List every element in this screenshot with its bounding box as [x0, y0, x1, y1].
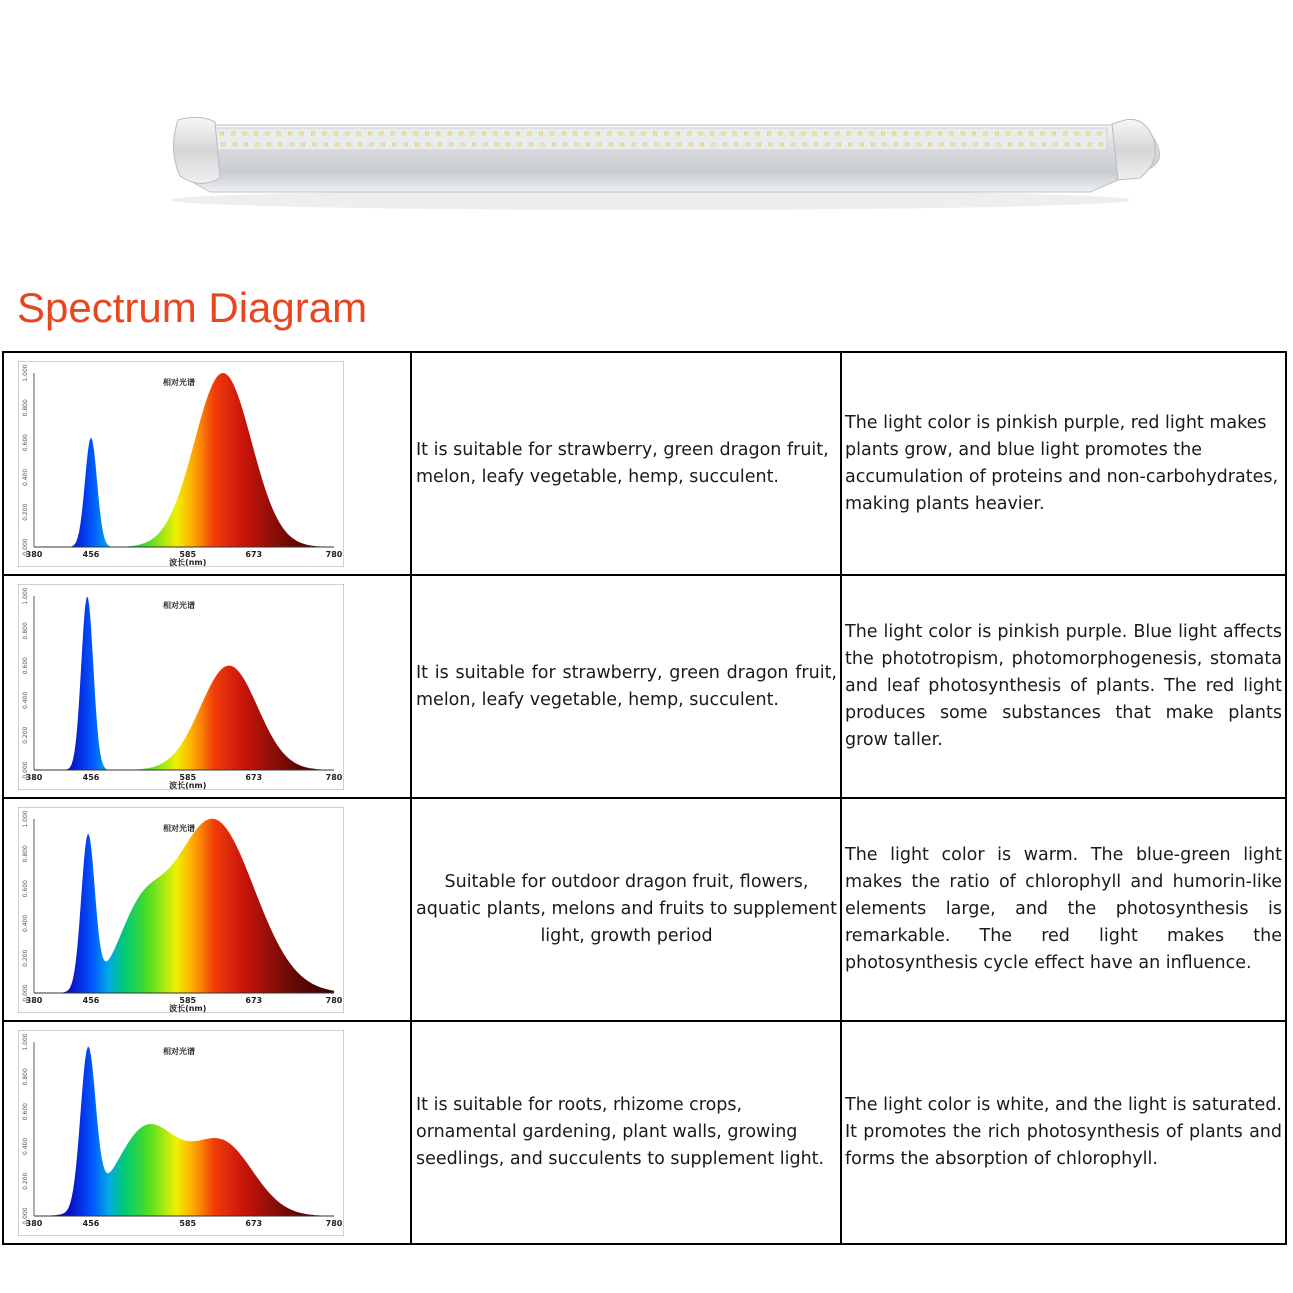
y-tick-label: 1.000 [22, 810, 29, 828]
x-tick-label: 380 [25, 773, 43, 782]
chart-title: 相对光谱 [163, 378, 195, 387]
crops-text: It is suitable for strawberry, green dragon fruit, melon, leafy vegetable, hemp, succulent. [416, 439, 829, 487]
description-text: The light color is pinkish purple, red light makes plants grow, and blue light promotes the accumulation of proteins and non-carbohydrates, making plants heavier. [845, 412, 1279, 514]
table-row [3, 798, 1286, 1021]
y-tick-label: 0.400 [22, 1137, 29, 1155]
y-tick-label: 0.400 [22, 914, 29, 932]
y-tick-label: 0.200 [22, 503, 29, 521]
y-tick-label: 0.000 [22, 1207, 29, 1225]
y-tick-label: 1.000 [22, 587, 29, 605]
x-tick-label: 380 [25, 550, 43, 559]
table-row [3, 575, 1286, 798]
y-tick-label: 0.400 [22, 468, 29, 486]
crops-cell [411, 798, 841, 1021]
y-tick-label: 0.800 [22, 399, 29, 417]
spectrum-cell [3, 1021, 411, 1244]
spectrum-cell [3, 352, 411, 575]
x-tick-label: 780 [325, 996, 343, 1005]
x-tick-label: 673 [245, 996, 263, 1005]
y-tick-label: 1.000 [22, 364, 29, 382]
crops-cell [411, 1021, 841, 1244]
y-tick-label: 0.600 [22, 1103, 29, 1121]
x-tick-label: 780 [325, 1219, 343, 1228]
table-row [3, 352, 1286, 575]
x-tick-label: 673 [245, 773, 263, 782]
description-cell [841, 798, 1286, 1021]
y-tick-label: 0.400 [22, 691, 29, 709]
x-tick-label: 780 [325, 550, 343, 559]
x-tick-label: 585 [179, 550, 197, 559]
y-tick-label: 0.200 [22, 949, 29, 967]
y-tick-label: 0.600 [22, 434, 29, 452]
y-tick-label: 0.200 [22, 1172, 29, 1190]
chart-title: 相对光谱 [163, 601, 195, 610]
chart-title: 相对光谱 [163, 824, 195, 833]
crops-text: It is suitable for roots, rhizome crops, ornamental gardening, plant walls, growing seedlings, and succulents to supplement light. [416, 1095, 825, 1169]
description-cell [841, 352, 1286, 575]
spectrum-chart [18, 361, 344, 567]
crops-cell [411, 575, 841, 798]
spectrum-chart [18, 807, 344, 1013]
spectrum-chart [18, 1030, 344, 1236]
y-tick-label: 0.000 [22, 761, 29, 779]
x-axis-label: 波长(nm) [169, 1004, 207, 1013]
y-tick-label: 0.800 [22, 1068, 29, 1086]
y-tick-label: 0.200 [22, 726, 29, 744]
section-title: Spectrum Diagram [17, 284, 368, 331]
x-tick-label: 585 [179, 1219, 197, 1228]
x-tick-label: 380 [25, 1219, 43, 1228]
spectrum-table [2, 351, 1287, 1245]
x-tick-label: 456 [82, 1219, 100, 1228]
description-cell [841, 575, 1286, 798]
y-tick-label: 0.000 [22, 984, 29, 1002]
description-text: The light color is white, and the light is saturated. It promotes the rich photosynthesis of plants and forms the absorption of chlorophyll. [845, 1095, 1282, 1169]
crops-text: It is suitable for strawberry, green dragon fruit, melon, leafy vegetable, hemp, succulent. [416, 662, 837, 710]
y-tick-label: 0.000 [22, 538, 29, 556]
y-tick-label: 0.800 [22, 845, 29, 863]
x-tick-label: 380 [25, 996, 43, 1005]
crops-cell [411, 352, 841, 575]
description-text: The light color is pinkish purple. Blue light affects the phototropism, photomorphogenesis, stomata and leaf photosynthesis of plants. The red light produces some substances that make plants grow taller. [845, 622, 1282, 750]
table-row [3, 1021, 1286, 1244]
led-tube-image [140, 100, 1160, 220]
x-tick-label: 456 [82, 773, 100, 782]
y-tick-label: 0.600 [22, 880, 29, 898]
description-cell [841, 1021, 1286, 1244]
x-axis-label: 波长(nm) [169, 781, 207, 790]
spectrum-cell [3, 575, 411, 798]
y-tick-label: 0.800 [22, 622, 29, 640]
x-tick-label: 780 [325, 773, 343, 782]
x-axis-label: 波长(nm) [169, 558, 207, 567]
x-tick-label: 456 [82, 550, 100, 559]
x-tick-label: 456 [82, 996, 100, 1005]
spectrum-cell [3, 798, 411, 1021]
x-tick-label: 673 [245, 550, 263, 559]
chart-title: 相对光谱 [163, 1047, 195, 1056]
x-tick-label: 673 [245, 1219, 263, 1228]
x-tick-label: 585 [179, 996, 197, 1005]
spectrum-chart [18, 584, 344, 790]
y-tick-label: 1.000 [22, 1033, 29, 1051]
y-tick-label: 0.600 [22, 657, 29, 675]
crops-text: Suitable for outdoor dragon fruit, flowers, aquatic plants, melons and fruits to supplement light, growth period [416, 872, 837, 946]
x-tick-label: 585 [179, 773, 197, 782]
description-text: The light color is warm. The blue-green light makes the ratio of chlorophyll and humorin-like elements large, and the photosynthesis is remarkable. The red light makes the photosynthesis cycle effect have an influence. [845, 845, 1282, 973]
